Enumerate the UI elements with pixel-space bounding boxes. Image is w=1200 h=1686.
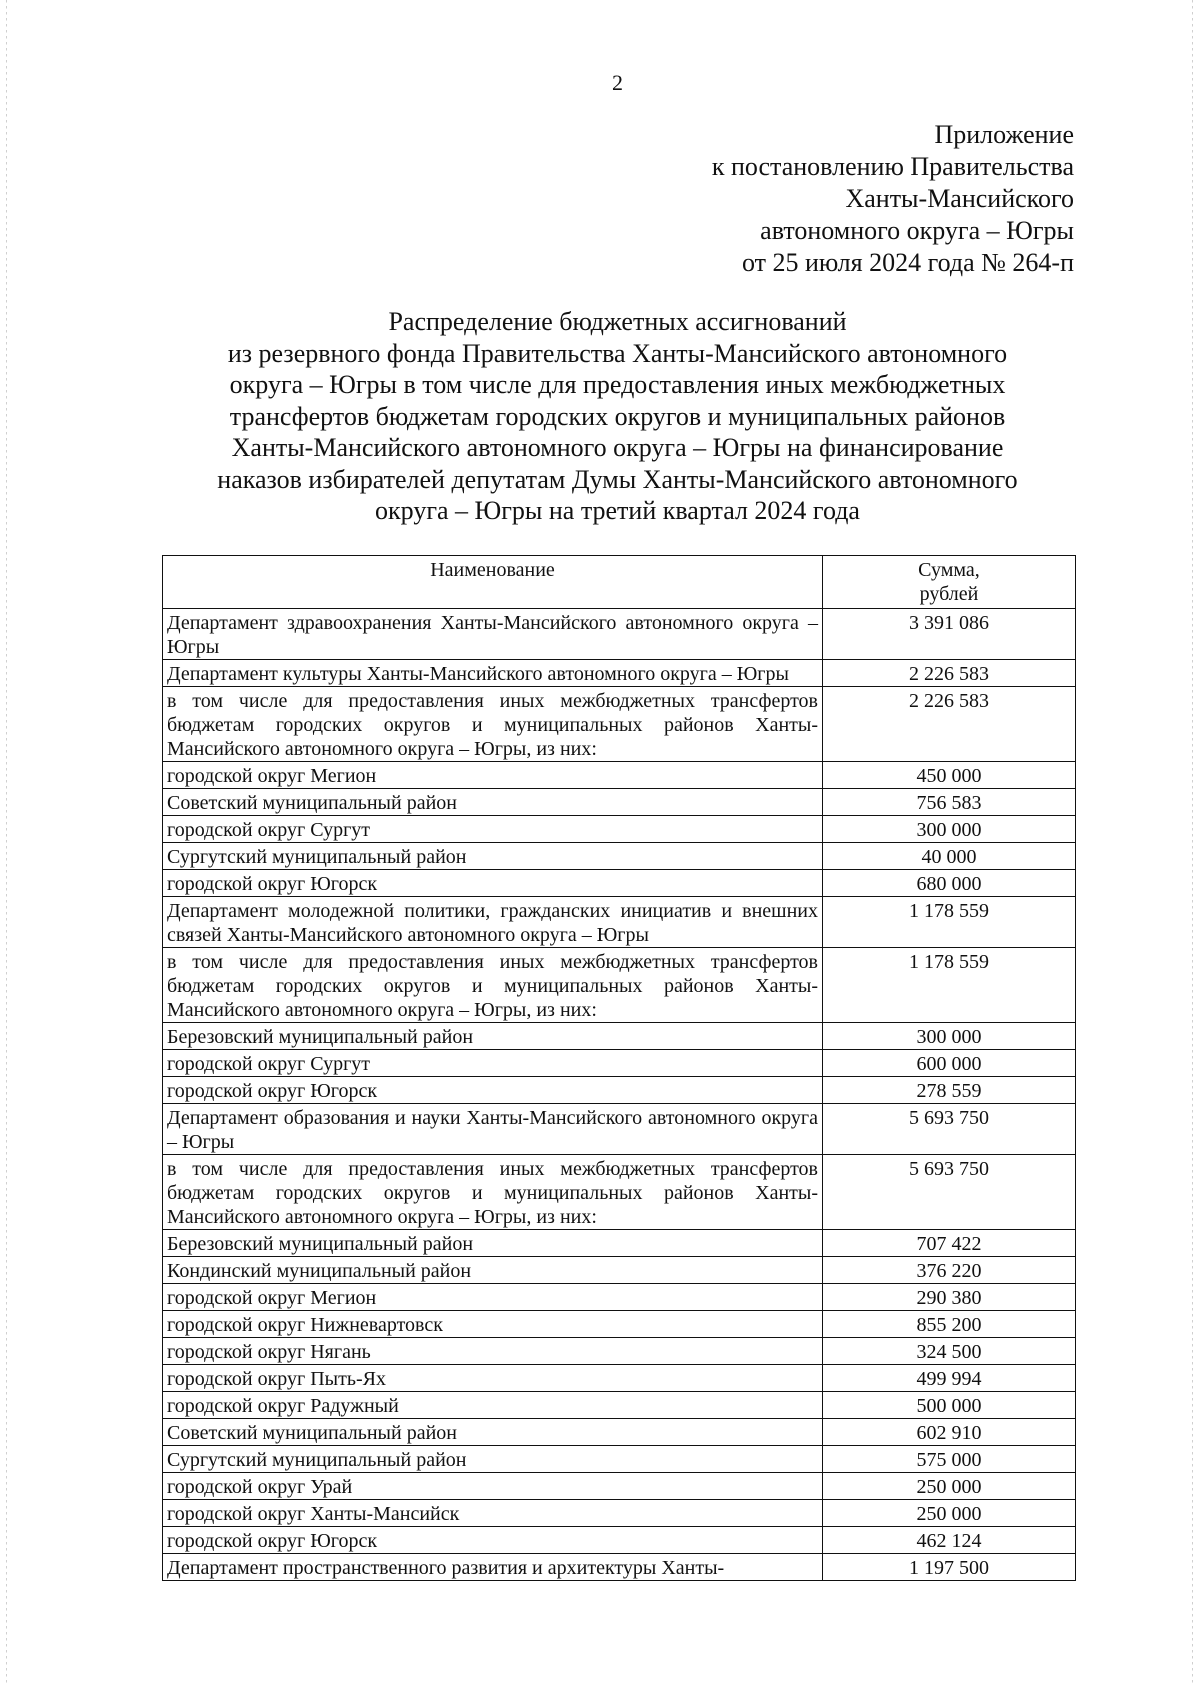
- appendix-line: к постановлению Правительства: [711, 152, 1074, 181]
- row-amount-cell: 450 000: [823, 762, 1076, 789]
- table-row: [163, 762, 1076, 789]
- row-name-cell: городской округ Пыть-Ях: [163, 1365, 823, 1392]
- table-header-row: [163, 556, 1076, 609]
- row-name-cell: Департамент образования и науки Ханты-Мансийского автономного округа – Югры: [163, 1104, 823, 1155]
- page-number: 2: [612, 70, 623, 95]
- title-line: округа – Югры на третий квартал 2024 года: [375, 496, 860, 525]
- row-name-cell: Департамент пространственного развития и архитектуры Ханты-: [163, 1554, 823, 1581]
- table-row: [163, 897, 1076, 948]
- row-amount-cell: 250 000: [823, 1473, 1076, 1500]
- row-name-cell: городской округ Мегион: [163, 762, 823, 789]
- table-row: [163, 660, 1076, 687]
- row-amount-cell: 376 220: [823, 1257, 1076, 1284]
- row-amount-cell: 462 124: [823, 1527, 1076, 1554]
- row-amount-cell: 855 200: [823, 1311, 1076, 1338]
- table-row: [163, 1155, 1076, 1230]
- table-row: [163, 1473, 1076, 1500]
- table-row: [163, 1527, 1076, 1554]
- document-title: [150, 306, 1085, 527]
- row-amount-cell: 278 559: [823, 1077, 1076, 1104]
- title-line: округа – Югры в том числе для предоставления иных межбюджетных: [229, 370, 1006, 399]
- allocation-table: [162, 555, 1076, 1581]
- table-row: [163, 789, 1076, 816]
- row-name-cell: Департамент культуры Ханты-Мансийского автономного округа – Югры: [163, 660, 823, 687]
- row-amount-cell: 500 000: [823, 1392, 1076, 1419]
- row-name-cell: Департамент здравоохранения Ханты-Мансийского автономного округа – Югры: [163, 609, 823, 660]
- row-amount-cell: 250 000: [823, 1500, 1076, 1527]
- table-row: [163, 1365, 1076, 1392]
- row-name-cell: Советский муниципальный район: [163, 1419, 823, 1446]
- row-amount-cell: 3 391 086: [823, 609, 1076, 660]
- title-line: Распределение бюджетных ассигнований: [388, 307, 847, 336]
- table-row: [163, 1284, 1076, 1311]
- row-name-cell: Сургутский муниципальный район: [163, 843, 823, 870]
- row-name-cell: городской округ Югорск: [163, 870, 823, 897]
- header-amount-label: Сумма,: [918, 559, 980, 581]
- appendix-line: Ханты-Мансийского: [845, 184, 1074, 213]
- scan-edge-right: [1192, 0, 1193, 1686]
- header-name-label: Наименование: [430, 559, 555, 581]
- row-name-cell: городской округ Нижневартовск: [163, 1311, 823, 1338]
- row-name-cell: Березовский муниципальный район: [163, 1230, 823, 1257]
- row-amount-cell: 680 000: [823, 870, 1076, 897]
- table-row: [163, 1077, 1076, 1104]
- table-row: [163, 1338, 1076, 1365]
- title-line: Ханты-Мансийского автономного округа – Югры на финансирование: [231, 433, 1004, 462]
- row-amount-cell: 300 000: [823, 1023, 1076, 1050]
- row-amount-cell: 600 000: [823, 1050, 1076, 1077]
- row-amount-cell: 756 583: [823, 789, 1076, 816]
- row-amount-cell: 5 693 750: [823, 1155, 1076, 1230]
- table-body: [163, 609, 1076, 1581]
- row-amount-cell: 40 000: [823, 843, 1076, 870]
- table-row: [163, 948, 1076, 1023]
- header-amount-cell: [823, 556, 1076, 609]
- table-row: [163, 1023, 1076, 1050]
- table-row: [163, 843, 1076, 870]
- row-name-cell: городской округ Радужный: [163, 1392, 823, 1419]
- table-row: [163, 1257, 1076, 1284]
- header-name-cell: [163, 556, 823, 609]
- row-amount-cell: 324 500: [823, 1338, 1076, 1365]
- table-row: [163, 1419, 1076, 1446]
- table-row: [163, 1311, 1076, 1338]
- title-line: из резервного фонда Правительства Ханты-Мансийского автономного: [227, 338, 1008, 368]
- row-name-cell: городской округ Югорск: [163, 1077, 823, 1104]
- row-name-cell: Департамент молодежной политики, гражданских инициатив и внешних связей Ханты-Мансийского автономного округа – Югры: [163, 897, 823, 948]
- row-name-cell: Сургутский муниципальный район: [163, 1446, 823, 1473]
- row-amount-cell: 1 178 559: [823, 948, 1076, 1023]
- row-amount-cell: 300 000: [823, 816, 1076, 843]
- table-row: [163, 870, 1076, 897]
- appendix-block: [712, 119, 1074, 279]
- row-amount-cell: 1 197 500: [823, 1554, 1076, 1581]
- table-row: [163, 1554, 1076, 1581]
- table-row: [163, 1050, 1076, 1077]
- row-name-cell: городской округ Ханты-Мансийск: [163, 1500, 823, 1527]
- row-name-cell: городской округ Югорск: [163, 1527, 823, 1554]
- row-amount-cell: 575 000: [823, 1446, 1076, 1473]
- row-name-cell: Советский муниципальный район: [163, 789, 823, 816]
- row-amount-cell: 2 226 583: [823, 660, 1076, 687]
- row-name-cell: городской округ Нягань: [163, 1338, 823, 1365]
- row-amount-cell: 5 693 750: [823, 1104, 1076, 1155]
- row-amount-cell: 290 380: [823, 1284, 1076, 1311]
- appendix-line: автономного округа – Югры: [760, 216, 1074, 245]
- table-row: [163, 1230, 1076, 1257]
- row-amount-cell: 707 422: [823, 1230, 1076, 1257]
- row-amount-cell: 2 226 583: [823, 687, 1076, 762]
- row-name-cell: городской округ Урай: [163, 1473, 823, 1500]
- row-amount-cell: 1 178 559: [823, 897, 1076, 948]
- table-row: [163, 1446, 1076, 1473]
- table-row: [163, 1500, 1076, 1527]
- row-name-cell: городской округ Сургут: [163, 1050, 823, 1077]
- header-amount-unit: рублей: [919, 583, 979, 605]
- row-name-cell: в том числе для предоставления иных межбюджетных трансфертов бюджетам городских округов и муниципальных районов Ханты-Мансийского автономного округа – Югры, из них:: [163, 1155, 823, 1230]
- row-name-cell: в том числе для предоставления иных межбюджетных трансфертов бюджетам городских округов и муниципальных районов Ханты-Мансийского автономного округа – Югры, из них:: [163, 948, 823, 1023]
- table-row: [163, 816, 1076, 843]
- scan-edge-left: [6, 0, 7, 1686]
- row-amount-cell: 602 910: [823, 1419, 1076, 1446]
- row-name-cell: городской округ Мегион: [163, 1284, 823, 1311]
- row-name-cell: городской округ Сургут: [163, 816, 823, 843]
- row-name-cell: Березовский муниципальный район: [163, 1023, 823, 1050]
- title-line: наказов избирателей депутатам Думы Ханты-Мансийского автономного: [217, 464, 1018, 494]
- row-name-cell: Кондинский муниципальный район: [163, 1257, 823, 1284]
- table-row: [163, 687, 1076, 762]
- table-row: [163, 1392, 1076, 1419]
- row-amount-cell: 499 994: [823, 1365, 1076, 1392]
- table-row: [163, 609, 1076, 660]
- title-line: трансфертов бюджетам городских округов и муниципальных районов: [229, 401, 1006, 431]
- row-name-cell: в том числе для предоставления иных межбюджетных трансфертов бюджетам городских округов и муниципальных районов Ханты-Мансийского автономного округа – Югры, из них:: [163, 687, 823, 762]
- table-row: [163, 1104, 1076, 1155]
- appendix-line: от 25 июля 2024 года № 264-п: [741, 248, 1074, 277]
- appendix-line: Приложение: [934, 120, 1074, 149]
